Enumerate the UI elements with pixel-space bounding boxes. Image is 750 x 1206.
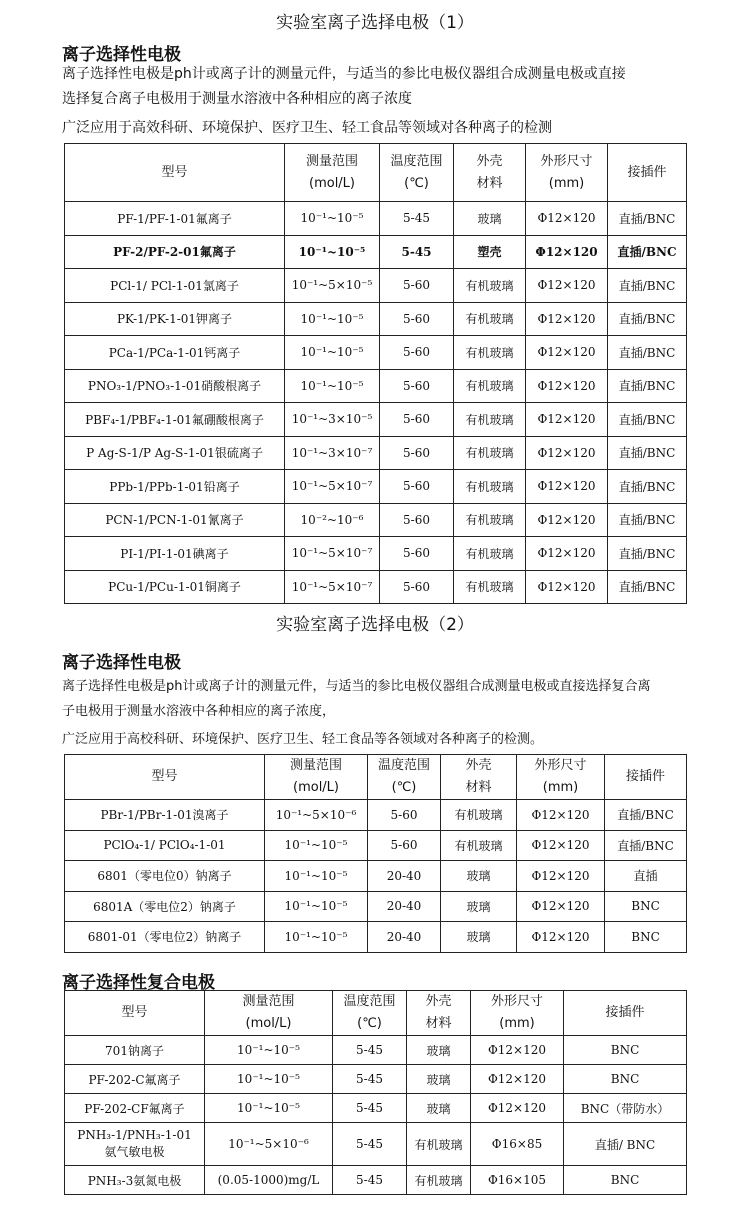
table-cell: 10⁻¹~5×10⁻⁷ bbox=[285, 537, 380, 571]
table-cell: 20-40 bbox=[368, 922, 441, 953]
table-cell: 10⁻¹~5×10⁻⁷ bbox=[285, 570, 380, 604]
table-cell: 10⁻²~10⁻⁶ bbox=[285, 503, 380, 537]
table-cell: PClO₄-1/ PClO₄-1-01 bbox=[65, 830, 265, 861]
table-cell: 直插/BNC bbox=[608, 202, 687, 236]
table-cell: Φ12×120 bbox=[526, 235, 608, 269]
column-header: 测量范围 (mol/L) bbox=[285, 144, 380, 202]
table-cell: 有机玻璃 bbox=[454, 537, 526, 571]
table-row bbox=[65, 1065, 687, 1094]
table-cell: 5-60 bbox=[368, 800, 441, 831]
table-cell: 5-45 bbox=[333, 1166, 407, 1195]
column-header: 温度范围 (℃) bbox=[333, 991, 407, 1036]
table-cell: BNC bbox=[564, 1166, 687, 1195]
section1-desc-line2: 选择复合离子电极用于测量水溶液中各种相应的离子浓度 bbox=[62, 91, 412, 107]
table-cell: 直插/BNC bbox=[608, 336, 687, 370]
table-cell: 5-45 bbox=[380, 202, 454, 236]
table-cell: 10⁻¹~10⁻⁵ bbox=[205, 1094, 333, 1123]
table-cell: 直插 bbox=[605, 861, 687, 892]
table-cell: 10⁻¹~10⁻⁵ bbox=[285, 235, 380, 269]
table-cell: 5-60 bbox=[380, 302, 454, 336]
table-row bbox=[65, 336, 687, 370]
table-cell: BNC（带防水） bbox=[564, 1094, 687, 1123]
section1-heading: 离子选择性电极 bbox=[62, 45, 181, 65]
table-cell: 直插/BNC bbox=[608, 302, 687, 336]
table-row bbox=[65, 470, 687, 504]
table-cell: BNC bbox=[605, 891, 687, 922]
column-header: 温度范围 (℃) bbox=[380, 144, 454, 202]
table-cell: Φ12×120 bbox=[517, 891, 605, 922]
table-3 bbox=[64, 990, 687, 1195]
table-row bbox=[65, 202, 687, 236]
table-cell: 6801-01（零电位2）钠离子 bbox=[65, 922, 265, 953]
table-cell: Φ12×120 bbox=[471, 1065, 564, 1094]
table-cell: 5-60 bbox=[380, 537, 454, 571]
table-cell: Φ12×120 bbox=[526, 369, 608, 403]
table-cell: PCu-1/PCu-1-01铜离子 bbox=[65, 570, 285, 604]
table-cell: 5-45 bbox=[333, 1065, 407, 1094]
table-header-row bbox=[65, 144, 687, 202]
table-cell: 5-45 bbox=[333, 1036, 407, 1065]
table-cell: 5-60 bbox=[380, 336, 454, 370]
table-cell: PF-2/PF-2-01氟离子 bbox=[65, 235, 285, 269]
table-row bbox=[65, 302, 687, 336]
table-cell: P Ag-S-1/P Ag-S-1-01银硫离子 bbox=[65, 436, 285, 470]
table-row bbox=[65, 537, 687, 571]
table-row bbox=[65, 800, 687, 831]
table-cell: 10⁻¹~5×10⁻⁷ bbox=[285, 470, 380, 504]
table-cell: 有机玻璃 bbox=[454, 403, 526, 437]
table-cell: 直插/BNC bbox=[608, 570, 687, 604]
table-cell: 直插/BNC bbox=[608, 269, 687, 303]
section1-desc-line3: 广泛应用于高效科研、环境保护、医疗卫生、轻工食品等领域对各种离子的检测 bbox=[62, 120, 552, 136]
table-cell: PPb-1/PPb-1-01铅离子 bbox=[65, 470, 285, 504]
column-header: 外形尺寸 (mm) bbox=[471, 991, 564, 1036]
table-cell: 5-60 bbox=[368, 830, 441, 861]
table-cell: 有机玻璃 bbox=[454, 436, 526, 470]
table-row bbox=[65, 891, 687, 922]
table-cell: 5-45 bbox=[333, 1094, 407, 1123]
table-cell: 5-60 bbox=[380, 570, 454, 604]
table-row bbox=[65, 861, 687, 892]
table-cell: (0.05-1000)mg/L bbox=[205, 1166, 333, 1195]
table-cell: PCN-1/PCN-1-01氰离子 bbox=[65, 503, 285, 537]
table-cell: 有机玻璃 bbox=[454, 336, 526, 370]
table-cell: PF-202-CF氟离子 bbox=[65, 1094, 205, 1123]
table-cell: 有机玻璃 bbox=[454, 570, 526, 604]
table-cell: PK-1/PK-1-01钾离子 bbox=[65, 302, 285, 336]
column-header: 外壳 材料 bbox=[441, 755, 517, 800]
table-cell: PF-202-C氟离子 bbox=[65, 1065, 205, 1094]
table-cell: 20-40 bbox=[368, 891, 441, 922]
table-cell: Φ12×120 bbox=[526, 503, 608, 537]
table-cell: 塑壳 bbox=[454, 235, 526, 269]
table-cell: 直插/BNC bbox=[608, 537, 687, 571]
table-cell: 直插/BNC bbox=[608, 503, 687, 537]
table-cell: Φ12×120 bbox=[526, 436, 608, 470]
table-cell: Φ12×120 bbox=[526, 470, 608, 504]
table-cell: PBF₄-1/PBF₄-1-01氟硼酸根离子 bbox=[65, 403, 285, 437]
table-cell: 直插/BNC bbox=[608, 235, 687, 269]
table-cell: 有机玻璃 bbox=[441, 830, 517, 861]
table-cell: 直插/ BNC bbox=[564, 1123, 687, 1166]
section1-desc-line1: 离子选择性电极是ph计或离子计的测量元件，与适当的参比电极仪器组合成测量电极或直接 bbox=[62, 66, 626, 82]
table-cell: 直插/BNC bbox=[608, 436, 687, 470]
column-header: 外形尺寸 (mm) bbox=[517, 755, 605, 800]
column-header: 型号 bbox=[65, 755, 265, 800]
column-header: 接插件 bbox=[608, 144, 687, 202]
table-cell: 直插/BNC bbox=[605, 800, 687, 831]
table-cell: 有机玻璃 bbox=[441, 800, 517, 831]
table-cell: 701钠离子 bbox=[65, 1036, 205, 1065]
table-cell: 10⁻¹~10⁻⁵ bbox=[205, 1065, 333, 1094]
table-cell: 10⁻¹~5×10⁻⁶ bbox=[205, 1123, 333, 1166]
column-header: 接插件 bbox=[605, 755, 687, 800]
table-cell: 6801（零电位0）钠离子 bbox=[65, 861, 265, 892]
table-cell: Φ12×120 bbox=[517, 800, 605, 831]
table-cell: PBr-1/PBr-1-01溴离子 bbox=[65, 800, 265, 831]
column-header: 型号 bbox=[65, 991, 205, 1036]
column-header: 型号 bbox=[65, 144, 285, 202]
table-cell: BNC bbox=[605, 922, 687, 953]
table-cell: Φ12×120 bbox=[517, 861, 605, 892]
column-header: 外形尺寸 (mm) bbox=[526, 144, 608, 202]
table-cell: Φ12×120 bbox=[526, 336, 608, 370]
table-row bbox=[65, 570, 687, 604]
table-cell: PNO₃-1/PNO₃-1-01硝酸根离子 bbox=[65, 369, 285, 403]
table-cell: 玻璃 bbox=[407, 1094, 471, 1123]
table-cell: 10⁻¹~10⁻⁵ bbox=[265, 861, 368, 892]
table-cell: 玻璃 bbox=[441, 922, 517, 953]
table-cell: Φ12×120 bbox=[526, 202, 608, 236]
table-cell: Φ12×120 bbox=[471, 1094, 564, 1123]
table-cell: PI-1/PI-1-01碘离子 bbox=[65, 537, 285, 571]
table-cell: 有机玻璃 bbox=[407, 1123, 471, 1166]
table-cell: Φ12×120 bbox=[526, 302, 608, 336]
table-2 bbox=[64, 754, 687, 953]
table-cell: 5-60 bbox=[380, 436, 454, 470]
table-row bbox=[65, 269, 687, 303]
section2-title: 实验室离子选择电极（2） bbox=[276, 615, 474, 635]
table-cell: 5-60 bbox=[380, 369, 454, 403]
column-header: 接插件 bbox=[564, 991, 687, 1036]
table-cell: PCa-1/PCa-1-01钙离子 bbox=[65, 336, 285, 370]
table-cell: 10⁻¹~5×10⁻⁶ bbox=[265, 800, 368, 831]
table-cell: 5-60 bbox=[380, 269, 454, 303]
column-header: 外壳 材料 bbox=[454, 144, 526, 202]
table-cell: 直插/BNC bbox=[608, 369, 687, 403]
table-row bbox=[65, 1123, 687, 1166]
table-cell: PNH₃-1/PNH₃-1-01 氨气敏电极 bbox=[65, 1123, 205, 1166]
table-cell: 有机玻璃 bbox=[454, 369, 526, 403]
table-cell: 20-40 bbox=[368, 861, 441, 892]
section2-heading: 离子选择性电极 bbox=[62, 653, 181, 673]
table-cell: Φ12×120 bbox=[526, 269, 608, 303]
table-cell: 玻璃 bbox=[407, 1065, 471, 1094]
table-cell: 有机玻璃 bbox=[454, 470, 526, 504]
table-cell: 有机玻璃 bbox=[454, 503, 526, 537]
table-cell: Φ12×120 bbox=[526, 403, 608, 437]
table-cell: BNC bbox=[564, 1065, 687, 1094]
table-cell: Φ12×120 bbox=[517, 830, 605, 861]
table-row bbox=[65, 1036, 687, 1065]
table-row bbox=[65, 403, 687, 437]
table-cell: 5-60 bbox=[380, 470, 454, 504]
table-row bbox=[65, 503, 687, 537]
table-cell: 玻璃 bbox=[441, 861, 517, 892]
table-cell: Φ12×120 bbox=[526, 570, 608, 604]
table-cell: 玻璃 bbox=[407, 1036, 471, 1065]
section3-heading: 离子选择性复合电极 bbox=[62, 973, 215, 993]
table-row bbox=[65, 1166, 687, 1195]
section1-title: 实验室离子选择电极（1） bbox=[276, 13, 474, 33]
table-cell: Φ12×120 bbox=[517, 922, 605, 953]
table-row bbox=[65, 830, 687, 861]
table-cell: 10⁻¹~10⁻⁵ bbox=[285, 302, 380, 336]
table-cell: 5-45 bbox=[333, 1123, 407, 1166]
table-cell: 10⁻¹~5×10⁻⁵ bbox=[285, 269, 380, 303]
table-cell: 有机玻璃 bbox=[454, 302, 526, 336]
table-row bbox=[65, 369, 687, 403]
table-cell: 有机玻璃 bbox=[454, 269, 526, 303]
table-row bbox=[65, 922, 687, 953]
column-header: 温度范围 (℃) bbox=[368, 755, 441, 800]
table-row bbox=[65, 235, 687, 269]
column-header: 外壳 材料 bbox=[407, 991, 471, 1036]
table-cell: Φ12×120 bbox=[526, 537, 608, 571]
table-row bbox=[65, 436, 687, 470]
table-cell: 直插/BNC bbox=[608, 470, 687, 504]
table-cell: 6801A（零电位2）钠离子 bbox=[65, 891, 265, 922]
table-cell: 5-60 bbox=[380, 403, 454, 437]
section2-desc-line3: 广泛应用于高校科研、环境保护、医疗卫生、轻工食品等各领域对各种离子的检测。 bbox=[62, 732, 544, 747]
table-row bbox=[65, 1094, 687, 1123]
table-cell: 10⁻¹~10⁻⁵ bbox=[265, 830, 368, 861]
section2-desc-line2: 子电极用于测量水溶液中各种相应的离子浓度， bbox=[62, 704, 336, 719]
table-cell: Φ12×120 bbox=[471, 1036, 564, 1065]
column-header: 测量范围 (mol/L) bbox=[205, 991, 333, 1036]
table-cell: 10⁻¹~10⁻⁵ bbox=[205, 1036, 333, 1065]
column-header: 测量范围 (mol/L) bbox=[265, 755, 368, 800]
table-header-row bbox=[65, 991, 687, 1036]
table-cell: Φ16×105 bbox=[471, 1166, 564, 1195]
table-cell: 10⁻¹~10⁻⁵ bbox=[265, 922, 368, 953]
table-cell: 10⁻¹~3×10⁻⁵ bbox=[285, 403, 380, 437]
table-cell: 10⁻¹~10⁻⁵ bbox=[265, 891, 368, 922]
table-cell: PF-1/PF-1-01氟离子 bbox=[65, 202, 285, 236]
table-cell: Φ16×85 bbox=[471, 1123, 564, 1166]
table-cell: 10⁻¹~3×10⁻⁷ bbox=[285, 436, 380, 470]
table-cell: 直插/BNC bbox=[608, 403, 687, 437]
table-cell: PCl-1/ PCl-1-01氯离子 bbox=[65, 269, 285, 303]
table-header-row bbox=[65, 755, 687, 800]
table-cell: 有机玻璃 bbox=[407, 1166, 471, 1195]
table-cell: 5-60 bbox=[380, 503, 454, 537]
table-cell: 玻璃 bbox=[454, 202, 526, 236]
table-cell: 玻璃 bbox=[441, 891, 517, 922]
section2-desc-line1: 离子选择性电极是ph计或离子计的测量元件，与适当的参比电极仪器组合成测量电极或直接选择复合离 bbox=[62, 679, 651, 694]
table-cell: 10⁻¹~10⁻⁵ bbox=[285, 336, 380, 370]
table-cell: BNC bbox=[564, 1036, 687, 1065]
table-cell: 10⁻¹~10⁻⁵ bbox=[285, 202, 380, 236]
table-1 bbox=[64, 143, 687, 604]
table-cell: 10⁻¹~10⁻⁵ bbox=[285, 369, 380, 403]
table-cell: PNH₃-3氨氮电极 bbox=[65, 1166, 205, 1195]
table-cell: 直插/BNC bbox=[605, 830, 687, 861]
table-cell: 5-45 bbox=[380, 235, 454, 269]
